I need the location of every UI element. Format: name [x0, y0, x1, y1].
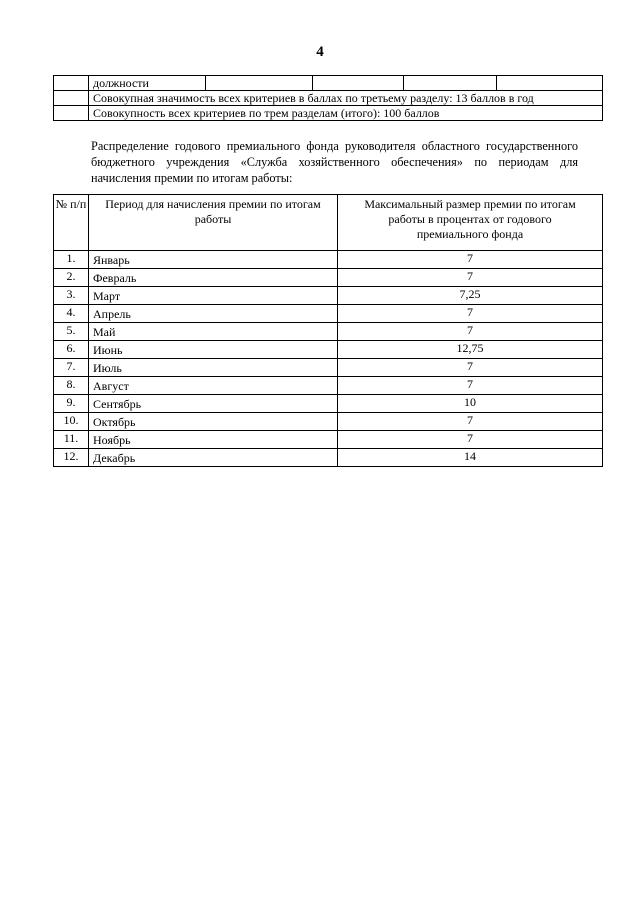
- table-row: [54, 323, 603, 341]
- header-period: Период для начисления премии по итогам работы: [89, 195, 338, 251]
- row-num-cell: 2.: [54, 269, 89, 287]
- row-value-cell: 7: [338, 251, 603, 269]
- row-num-cell: 11.: [54, 431, 89, 449]
- row-num-cell: 6.: [54, 341, 89, 359]
- table-row: [54, 106, 603, 121]
- row-num-cell: 1.: [54, 251, 89, 269]
- row-value-cell: 14: [338, 449, 603, 467]
- row-period-cell: Ноябрь: [89, 431, 338, 449]
- row-value-cell: 7: [338, 305, 603, 323]
- row-period-cell: Январь: [89, 251, 338, 269]
- row-period-cell: Август: [89, 377, 338, 395]
- row-period-cell: Март: [89, 287, 338, 305]
- row-value-cell: 7: [338, 323, 603, 341]
- header-value: Максимальный размер премии по итогам работы в процентах от годового премиального фонда: [338, 195, 603, 251]
- row-num-cell: 12.: [54, 449, 89, 467]
- table-row: [54, 359, 603, 377]
- row-value-cell: 7,25: [338, 287, 603, 305]
- table-row: [54, 76, 603, 91]
- row-value-cell: 7: [338, 377, 603, 395]
- row-period-cell: Декабрь: [89, 449, 338, 467]
- table-cell: [54, 76, 89, 91]
- page-number: 4: [316, 44, 324, 60]
- table-row: [54, 251, 603, 269]
- table-row: [54, 287, 603, 305]
- row-value-cell: 7: [338, 413, 603, 431]
- table-cell: [54, 91, 89, 106]
- table-row: [54, 91, 603, 106]
- table-body: [54, 251, 603, 467]
- table-row: [54, 431, 603, 449]
- section-total-cell: Совокупная значимость всех критериев в баллах по третьему разделу: 13 баллов в год: [89, 91, 603, 106]
- distribution-paragraph: Распределение годового премиального фонда руководителя областного государственного бюджетного учреждения «Служба хозяйственного обеспечения» по периодам для начисления премии по итогам работы:: [91, 139, 578, 185]
- row-value-cell: 7: [338, 269, 603, 287]
- criteria-label-cell: должности: [89, 76, 206, 91]
- table-row: [54, 305, 603, 323]
- table-cell: [404, 76, 497, 91]
- row-num-cell: 9.: [54, 395, 89, 413]
- table-row: [54, 377, 603, 395]
- table-cell: [497, 76, 603, 91]
- table-cell: [54, 106, 89, 121]
- table-row: [54, 413, 603, 431]
- table-row: [54, 395, 603, 413]
- table-row: [54, 449, 603, 467]
- row-num-cell: 3.: [54, 287, 89, 305]
- row-value-cell: 12,75: [338, 341, 603, 359]
- row-period-cell: Апрель: [89, 305, 338, 323]
- row-num-cell: 8.: [54, 377, 89, 395]
- criteria-table-continuation: [53, 75, 603, 121]
- table-header-row: [54, 195, 603, 251]
- table-row: [54, 341, 603, 359]
- row-num-cell: 7.: [54, 359, 89, 377]
- row-value-cell: 10: [338, 395, 603, 413]
- row-value-cell: 7: [338, 431, 603, 449]
- row-num-cell: 4.: [54, 305, 89, 323]
- row-period-cell: Октябрь: [89, 413, 338, 431]
- row-period-cell: Сентябрь: [89, 395, 338, 413]
- bonus-distribution-table: [53, 194, 603, 467]
- row-num-cell: 5.: [54, 323, 89, 341]
- row-period-cell: Февраль: [89, 269, 338, 287]
- grand-total-cell: Совокупность всех критериев по трем разделам (итого): 100 баллов: [89, 106, 603, 121]
- table-cell: [206, 76, 313, 91]
- table-cell: [313, 76, 404, 91]
- row-value-cell: 7: [338, 359, 603, 377]
- row-num-cell: 10.: [54, 413, 89, 431]
- table-row: [54, 269, 603, 287]
- row-period-cell: Июнь: [89, 341, 338, 359]
- row-period-cell: Июль: [89, 359, 338, 377]
- header-num: № п/п: [54, 195, 89, 251]
- row-period-cell: Май: [89, 323, 338, 341]
